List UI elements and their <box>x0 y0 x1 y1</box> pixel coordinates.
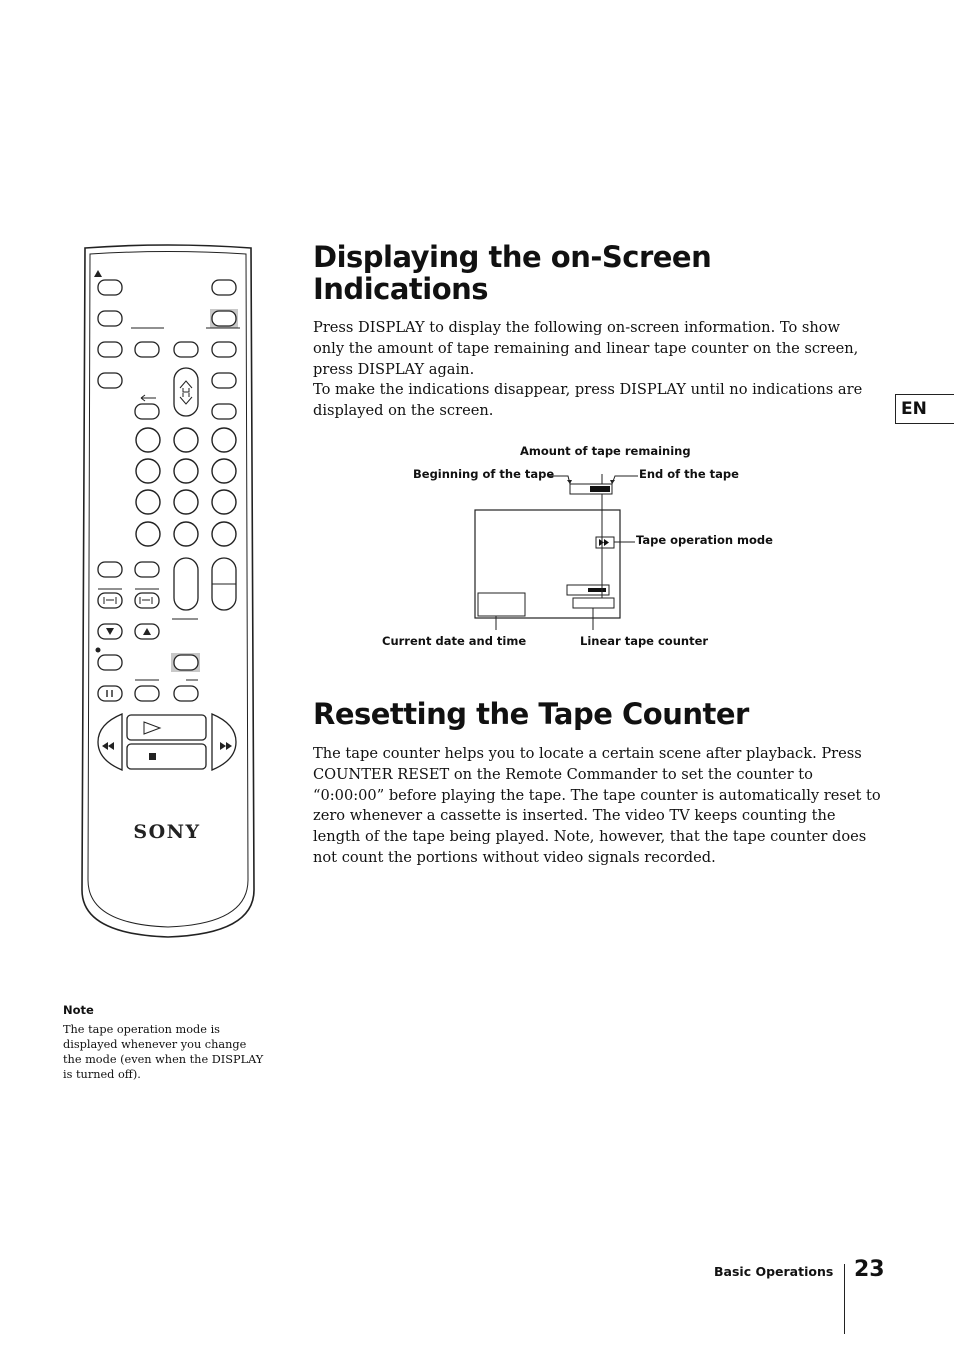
footer-section-name: Basic Operations <box>714 1264 834 1279</box>
label-end-tape: End of the tape <box>639 467 739 481</box>
language-tab: EN <box>895 394 954 424</box>
remote-commander-illustration <box>78 240 260 942</box>
label-operation-mode: Tape operation mode <box>636 533 773 547</box>
brand-logo: SONY <box>133 821 201 843</box>
onscreen-display-diagram <box>470 470 640 630</box>
section-title-reset: Resetting the Tape Counter <box>313 697 749 731</box>
note-body: The tape operation mode is displayed whenever you change the mode (even when the DISPLAY is turned off). <box>63 1023 264 1081</box>
footer-divider <box>844 1264 845 1334</box>
label-date-time: Current date and time <box>382 634 527 648</box>
label-beginning-tape: Beginning of the tape <box>413 467 555 481</box>
note-heading: Note <box>63 1003 94 1017</box>
label-amount-remaining: Amount of tape remaining <box>520 444 691 458</box>
reset-instructions: The tape counter helps you to locate a certain scene after playback. Press COUNTER RESET on the Remote Commander to set the counter to “0:00:00” before playing the tape. The tape counter is automatically reset to zero whenever a cassette is inserted. The video TV keeps counting the length of the tape being played. Note, however, that the tape counter does not count the portions without video signals recorded. <box>313 745 881 866</box>
page-number: 23 <box>854 1257 885 1282</box>
section-title-display: Displaying the on-Screen Indications <box>313 240 712 306</box>
label-linear-counter: Linear tape counter <box>580 634 709 648</box>
display-instructions: Press DISPLAY to display the following on-screen information. To show only the amount of tape remaining and linear tape counter on the screen, press DISPLAY again. To make the indications disappear, press DISPLAY until no indications are displayed on the screen. <box>313 319 863 420</box>
